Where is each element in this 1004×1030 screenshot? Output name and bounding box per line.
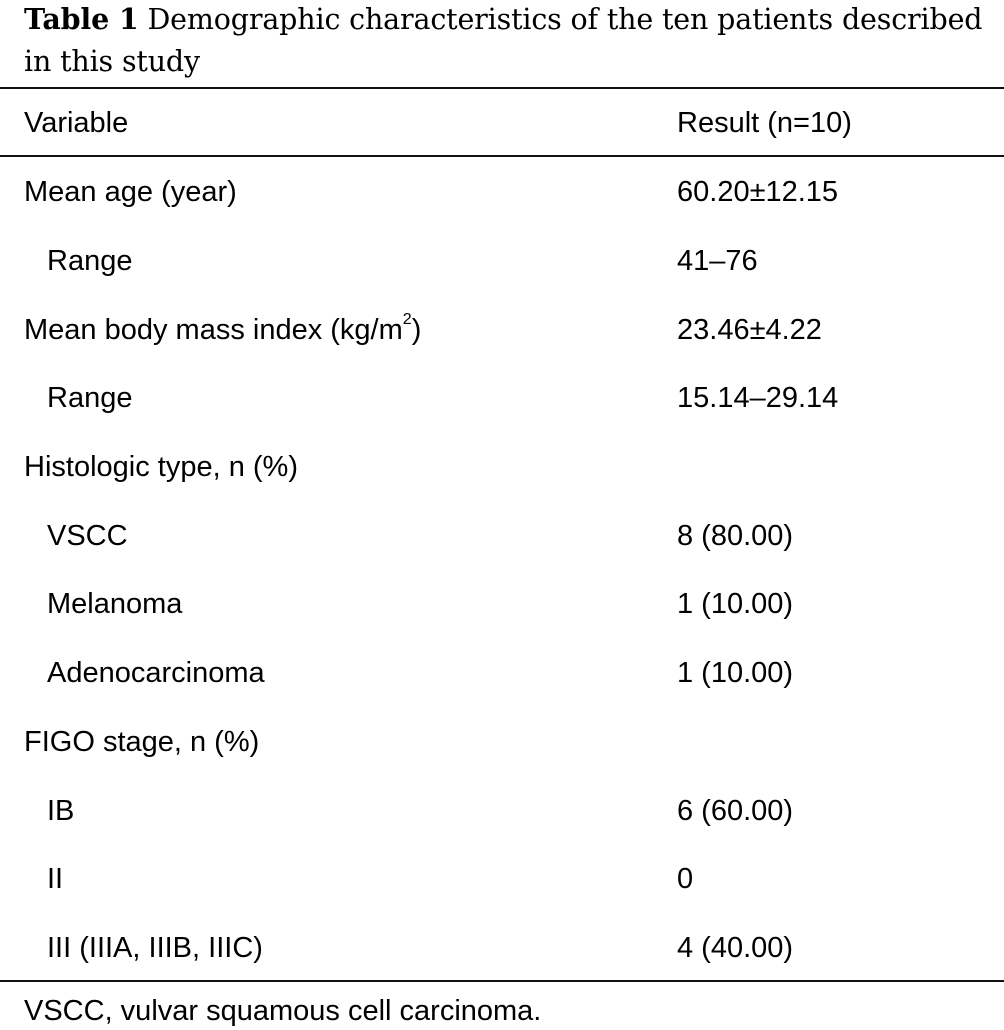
header-result: Result (n=10) (677, 107, 852, 139)
row-variable: IB (47, 795, 75, 827)
row-variable (24, 312, 421, 348)
table-footnote: VSCC, vulvar squamous cell carcinoma. (24, 995, 542, 1027)
row-variable: Range (47, 382, 133, 414)
table-caption-text: Demographic characteristics of the ten patients described in this study (24, 3, 983, 78)
row-variable: Melanoma (47, 588, 183, 620)
table-caption-label: Table 1 (24, 2, 139, 36)
row-result: 0 (677, 863, 694, 895)
row-variable-suffix: ) (411, 314, 422, 346)
row-variable: III (IIIA, IIIB, IIIC) (47, 932, 263, 964)
row-variable: II (47, 863, 64, 895)
header-variable: Variable (24, 107, 129, 139)
row-variable: VSCC (47, 520, 128, 552)
row-result: 1 (10.00) (677, 588, 794, 620)
row-result: 15.14–29.14 (677, 382, 839, 414)
row-result: 41–76 (677, 245, 758, 277)
row-result: 4 (40.00) (677, 932, 794, 964)
table-header-rule (0, 155, 1004, 157)
row-result: 6 (60.00) (677, 795, 794, 827)
table-bottom-rule (0, 980, 1004, 982)
row-result: 1 (10.00) (677, 657, 794, 689)
superscript: 2 (402, 311, 412, 329)
table-top-rule (0, 87, 1004, 89)
row-variable-text: Mean body mass index (kg/m (24, 314, 403, 346)
row-result: 23.46±4.22 (677, 314, 822, 346)
row-variable: FIGO stage, n (%) (24, 726, 260, 758)
table-caption (24, 0, 984, 83)
row-result: 8 (80.00) (677, 520, 794, 552)
row-variable: Range (47, 245, 133, 277)
row-result: 60.20±12.15 (677, 176, 839, 208)
row-variable: Adenocarcinoma (47, 657, 265, 689)
row-variable: Mean age (year) (24, 176, 237, 208)
row-variable: Histologic type, n (%) (24, 451, 298, 483)
